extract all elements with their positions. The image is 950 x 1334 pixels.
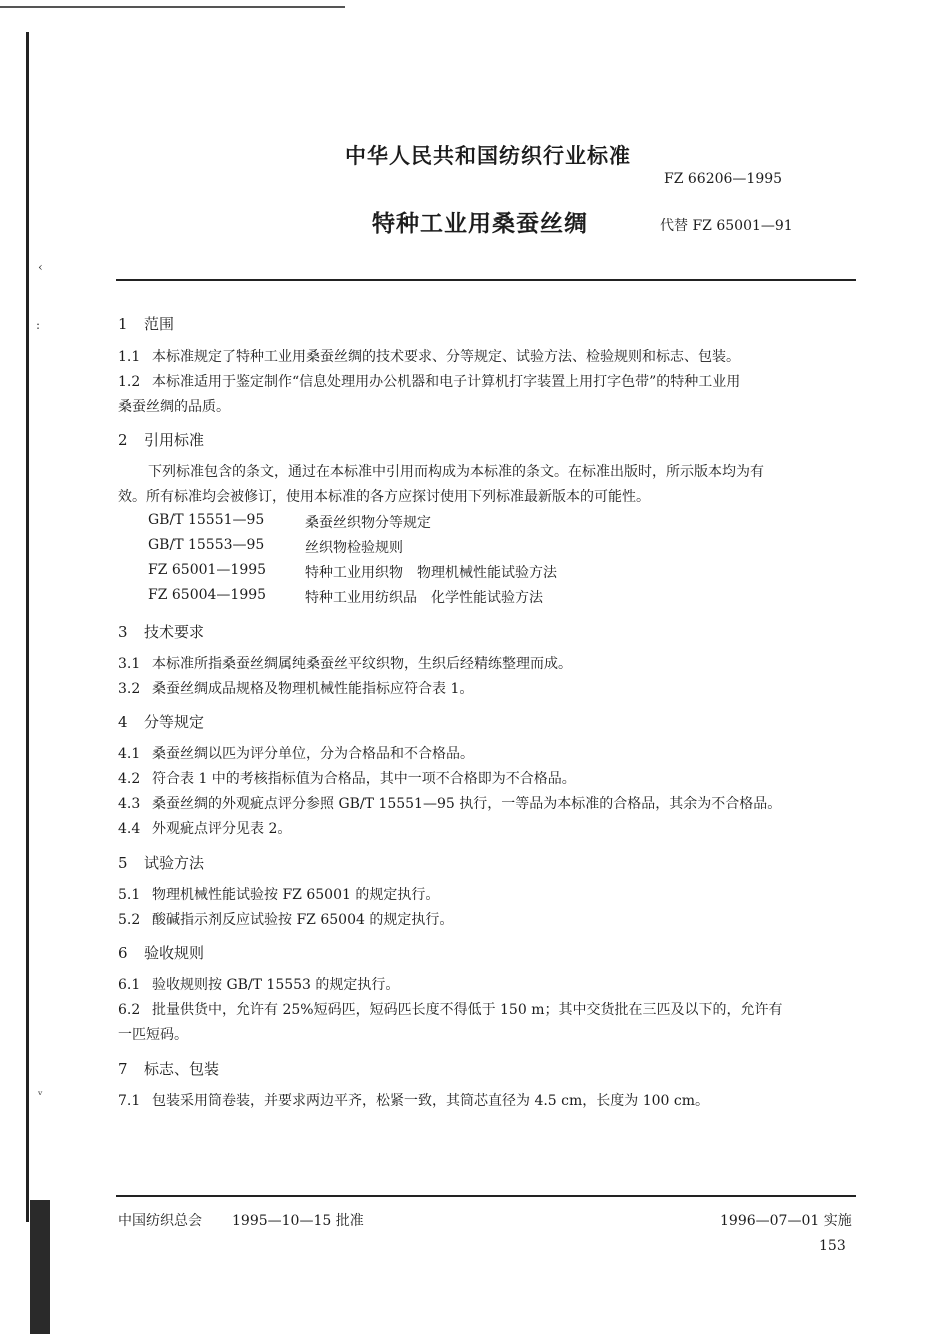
section-heading-4: 4 分等规定 bbox=[118, 713, 205, 731]
clause-1-2: 1.2 本标准适用于鉴定制作“信息处理用办公机器和电子计算机打字装置上用打字色带”的特种工业用 bbox=[118, 374, 741, 390]
scan-left-edge bbox=[26, 32, 29, 1222]
reference-code: GB/T 15551—95 bbox=[148, 512, 265, 528]
reference-title: 桑蚕丝织物分等规定 bbox=[305, 515, 431, 531]
document-title: 特种工业用桑蚕丝绸 bbox=[372, 210, 588, 237]
scan-bottom-blot bbox=[30, 1200, 50, 1334]
section-heading-2: 2 引用标准 bbox=[118, 431, 205, 449]
clause-5-2: 5.2 酸碱指示剂反应试验按 FZ 65004 的规定执行。 bbox=[118, 912, 454, 928]
footer-rule bbox=[116, 1195, 856, 1197]
clause-3-1: 3.1 本标准所指桑蚕丝绸属纯桑蚕丝平纹织物，生织后经精练整理而成。 bbox=[118, 656, 572, 672]
clause-4-4: 4.4 外观疵点评分见表 2。 bbox=[118, 821, 292, 837]
reference-code: FZ 65001—1995 bbox=[148, 562, 267, 578]
implementation-date: 1996—07—01 实施 bbox=[720, 1213, 852, 1229]
clause-4-1: 4.1 桑蚕丝绸以匹为评分单位，分为合格品和不合格品。 bbox=[118, 746, 474, 762]
standard-title: 中华人民共和国纺织行业标准 bbox=[345, 143, 631, 168]
section-2-intro-line-2: 效。所有标准均会被修订，使用本标准的各方应探讨使用下列标准最新版本的可能性。 bbox=[118, 489, 650, 505]
reference-code: GB/T 15553—95 bbox=[148, 537, 265, 553]
scan-speck: ‹ bbox=[38, 260, 43, 274]
clause-6-2: 6.2 批量供货中，允许有 25%短码匹，短码匹长度不得低于 150 m；其中交货批在三匹及以下的，允许有 bbox=[118, 1002, 783, 1018]
clause-4-3: 4.3 桑蚕丝绸的外观疵点评分参照 GB/T 15551—95 执行，一等品为本标准的合格品，其余为不合格品。 bbox=[118, 796, 782, 812]
scan-speck: : bbox=[36, 318, 41, 332]
header-rule bbox=[116, 279, 856, 281]
section-heading-6: 6 验收规则 bbox=[118, 944, 205, 962]
clause-1-1: 1.1 本标准规定了特种工业用桑蚕丝绸的技术要求、分等规定、试验方法、检验规则和标志、包装。 bbox=[118, 349, 740, 365]
clause-7-1: 7.1 包装采用筒卷装，并要求两边平齐，松紧一致，其筒芯直径为 4.5 cm，长度为 100 cm。 bbox=[118, 1093, 710, 1109]
section-2-intro-line-1: 下列标准包含的条文，通过在本标准中引用而构成为本标准的条文。在标准出版时，所示版本均为有 bbox=[148, 464, 764, 480]
issuing-organization: 中国纺织总会 bbox=[118, 1213, 202, 1229]
approval-label: 批准 bbox=[335, 1213, 364, 1229]
approval-date: 1995—10—15 批准 bbox=[232, 1213, 364, 1229]
section-heading-7: 7 标志、包装 bbox=[118, 1060, 220, 1078]
clause-1-2-continued: 桑蚕丝绸的品质。 bbox=[118, 399, 230, 415]
scan-top-line bbox=[0, 6, 345, 8]
section-heading-3: 3 技术要求 bbox=[118, 623, 205, 641]
clause-6-1: 6.1 验收规则按 GB/T 15553 的规定执行。 bbox=[118, 977, 400, 993]
standard-code: FZ 66206—1995 bbox=[664, 171, 783, 187]
clause-5-1: 5.1 物理机械性能试验按 FZ 65001 的规定执行。 bbox=[118, 887, 440, 903]
implementation-label: 实施 bbox=[823, 1213, 852, 1229]
replaces-note: 代替 FZ 65001—91 bbox=[660, 218, 793, 234]
reference-title: 丝织物检验规则 bbox=[305, 540, 403, 556]
clause-6-2-continued: 一匹短码。 bbox=[118, 1027, 188, 1043]
clause-3-2: 3.2 桑蚕丝绸成品规格及物理机械性能指标应符合表 1。 bbox=[118, 681, 474, 697]
reference-title: 特种工业用织物 物理机械性能试验方法 bbox=[305, 565, 557, 581]
page-number: 153 bbox=[819, 1238, 846, 1254]
clause-4-2: 4.2 符合表 1 中的考核指标值为合格品，其中一项不合格即为不合格品。 bbox=[118, 771, 576, 787]
section-heading-5: 5 试验方法 bbox=[118, 854, 205, 872]
section-heading-1: 1 范围 bbox=[118, 315, 175, 333]
reference-title: 特种工业用纺织品 化学性能试验方法 bbox=[305, 590, 543, 606]
reference-code: FZ 65004—1995 bbox=[148, 587, 267, 603]
scan-speck: ᵛ bbox=[38, 1088, 43, 1102]
